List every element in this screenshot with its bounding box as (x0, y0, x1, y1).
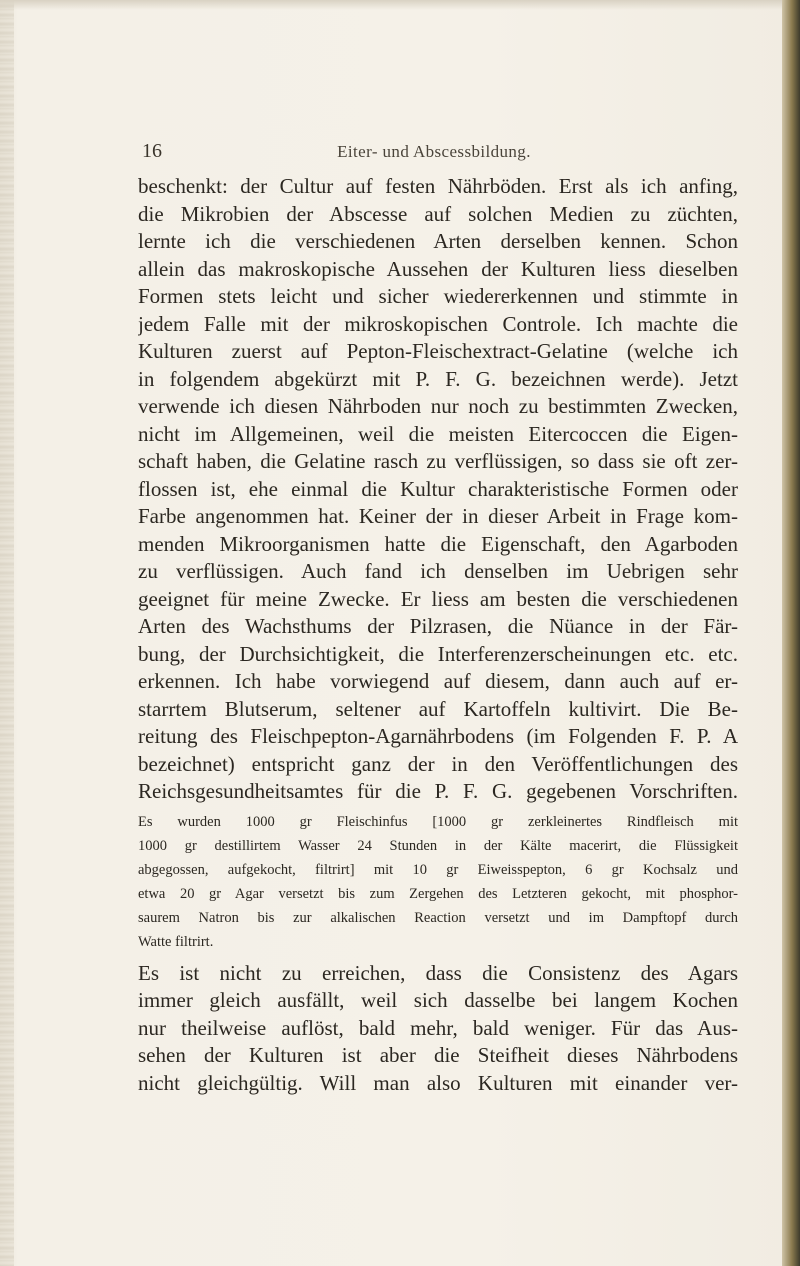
running-title: Eiter- und Abscessbildung. (337, 142, 531, 161)
text-line: bezeichnet) entspricht ganz der in den Veröffentlichungen des (138, 751, 738, 776)
small-print-line: abgegossen, aufgekocht, filtrirt] mit 10 gr Eiweisspepton, 6 gr Kochsalz und (138, 861, 738, 878)
page-left-edge (0, 0, 14, 1266)
text-line: Formen stets leicht und sicher wiedererkennen und stimmte in (138, 284, 738, 308)
small-print-line: saurem Natron bis zur alkalischen Reaction versetzt und im Dampftopf durch (138, 909, 738, 926)
text-line: beschenkt: der Cultur auf festen Nährböden. Erst als ich anfing, (138, 174, 738, 198)
text-line: sehen der Kulturen ist aber die Steifheit dieses Nährbodens (138, 1043, 738, 1067)
text-line: Arten des Wachsthums der Pilzrasen, die Nüance in der Fär- (138, 614, 738, 638)
text-line: die Mikrobien der Abscesse auf solchen Medien zu züchten, (138, 201, 738, 226)
text-line: lernte ich die verschiedenen Arten derselben kennen. Schon (138, 229, 738, 253)
text-line: zu verflüssigen. Auch fand ich denselben im Uebrigen sehr (138, 559, 738, 583)
text-line: reitung des Fleischpepton-Agarnährbodens (im Folgenden F. P. A (138, 724, 738, 748)
text-line: in folgendem abgekürzt mit P. F. G. bezeichnen werde). Jetzt (138, 366, 738, 391)
small-print-line: Es wurden 1000 gr Fleischinfus [1000 gr zerkleinertes Rindfleisch mit (138, 813, 738, 830)
text-line: bung, der Durchsichtigkeit, die Interferenzerscheinungen etc. etc. (138, 641, 738, 666)
footnote-small-print (138, 810, 738, 954)
text-line: geeignet für meine Zwecke. Er liess am besten die verschiedenen (138, 586, 738, 611)
text-line: Es ist nicht zu erreichen, dass die Consistenz des Agars (138, 960, 738, 985)
text-line: nicht im Allgemeinen, weil die meisten Eitercoccen die Eigen- (138, 421, 738, 446)
small-print-line: 1000 gr destillirtem Wasser 24 Stunden in der Kälte macerirt, die Flüssigkeit (138, 837, 738, 854)
text-line: Kulturen zuerst auf Pepton-Fleischextract-Gelatine (welche ich (138, 339, 738, 363)
text-line: schaft haben, die Gelatine rasch zu verflüssigen, so dass sie oft zer- (138, 449, 738, 473)
book-spine-edge (782, 0, 800, 1266)
small-print-line: etwa 20 gr Agar versetzt bis zum Zergehen des Letzteren gekocht, mit phosphor- (138, 885, 738, 902)
text-line: nicht gleichgültig. Will man also Kulturen mit einander ver- (138, 1070, 738, 1095)
text-line: verwende ich diesen Nährboden nur noch zu bestimmten Zwecken, (138, 394, 738, 418)
small-print-line: Watte filtrirt. (138, 933, 214, 950)
page-top-edge (0, 0, 800, 10)
text-line: erkennen. Ich habe vorwiegend auf diesem, dann auch auf er- (138, 669, 738, 693)
paragraph-1 (138, 173, 738, 806)
body-text (138, 173, 738, 1097)
paragraph-2 (138, 960, 738, 1098)
text-line: nur theilweise auflöst, bald mehr, bald weniger. Für das Aus- (138, 1015, 738, 1040)
text-line: starrtem Blutserum, seltener auf Kartoffeln kultivirt. Die Be- (138, 696, 738, 721)
text-line: jedem Falle mit der mikroskopischen Controle. Ich machte die (138, 311, 738, 336)
text-line: flossen ist, ehe einmal die Kultur charakteristische Formen oder (138, 476, 738, 501)
text-line: menden Mikroorganismen hatte die Eigenschaft, den Agarboden (138, 531, 738, 556)
text-line: immer gleich ausfällt, weil sich dasselbe bei langem Kochen (138, 988, 738, 1012)
running-head (142, 140, 702, 170)
page-number: 16 (142, 140, 162, 162)
text-line: allein das makroskopische Aussehen der Kulturen liess dieselben (138, 256, 738, 281)
text-line: Reichsgesundheitsamtes für die P. F. G. gegebenen Vorschriften. (138, 779, 738, 803)
text-line: Farbe angenommen hat. Keiner der in dieser Arbeit in Frage kom- (138, 504, 738, 528)
